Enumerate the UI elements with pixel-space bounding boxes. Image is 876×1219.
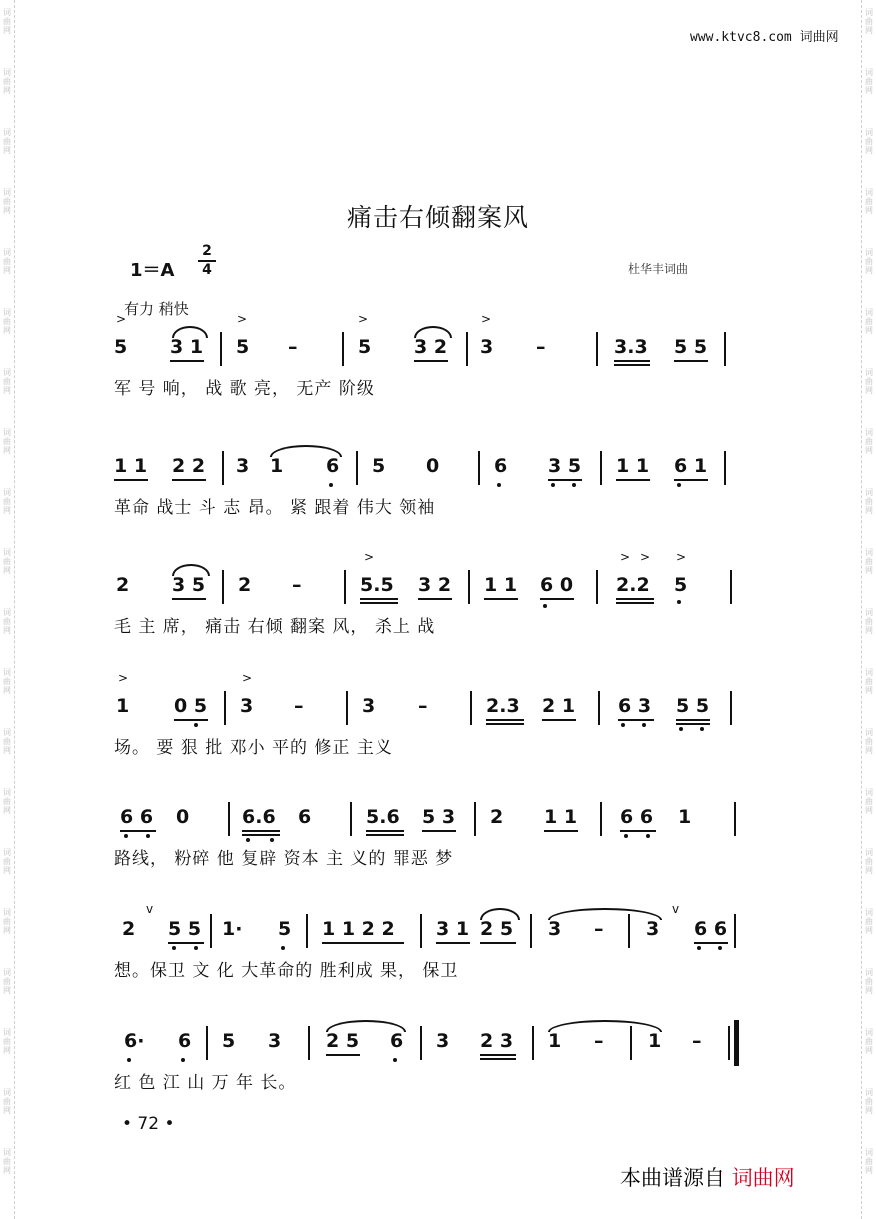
watermark-text: 词 曲 网 [865, 68, 873, 95]
barline [724, 451, 726, 485]
watermark-text: 词 曲 网 [865, 668, 873, 695]
barline [344, 570, 346, 604]
barline [734, 914, 736, 948]
watermark-text: 词 曲 网 [3, 368, 11, 395]
beam [480, 942, 516, 944]
time-signature-top: 2 [202, 243, 212, 259]
note: 6.6 [242, 806, 276, 828]
barline [308, 1026, 310, 1060]
barline [628, 914, 630, 948]
beam [422, 830, 456, 832]
barline [468, 570, 470, 604]
note: 6 [390, 1030, 404, 1052]
accent-mark: > [116, 312, 127, 326]
barline [474, 802, 476, 836]
low-octave-dot [621, 723, 625, 727]
beam [620, 830, 656, 832]
lyrics-line: 想。保卫 文 化 大革命的 胜利成 果， 保卫 [114, 961, 459, 981]
note: 5 [114, 336, 128, 358]
accent-mark: > [237, 312, 248, 326]
note: – [288, 336, 298, 358]
watermark-text: 词 曲 网 [3, 188, 11, 215]
accent-mark: > [358, 312, 369, 326]
barline [222, 570, 224, 604]
note: 3 1 [436, 918, 470, 940]
lyrics-line: 军 号 响， 战 歌 亮， 无产 阶级 [114, 379, 375, 399]
source-site-link[interactable]: 词曲网 [731, 1166, 795, 1190]
barline [342, 332, 344, 366]
barline [630, 1026, 632, 1060]
note: 3 2 [418, 574, 452, 596]
watermark-text: 词 曲 网 [3, 8, 11, 35]
watermark-text: 词 曲 网 [3, 1148, 11, 1175]
low-octave-dot [146, 834, 150, 838]
note: 1 1 [544, 806, 578, 828]
barline [220, 332, 222, 366]
note: 5 [674, 574, 688, 596]
note: 3 [236, 455, 250, 477]
watermark-text: 词 曲 网 [865, 1088, 873, 1115]
low-octave-dot [646, 834, 650, 838]
website-url: www.ktvc8.com 词曲网 [690, 30, 839, 45]
barline [730, 691, 732, 725]
note: 2 5 [326, 1030, 360, 1052]
note: 5 [278, 918, 292, 940]
barline [346, 691, 348, 725]
note: 2 5 [480, 918, 514, 940]
final-barline [734, 1020, 739, 1066]
lyrics-line: 革命 战士 斗 志 昂。 紧 跟着 伟大 领袖 [114, 498, 436, 518]
low-octave-dot [642, 723, 646, 727]
note: 2.3 [486, 695, 520, 717]
note: 6 1 [674, 455, 708, 477]
watermark-text: 词 曲 网 [3, 1028, 11, 1055]
slur [548, 1020, 662, 1032]
accent-mark: > [364, 550, 375, 564]
watermark-text: 词 曲 网 [865, 848, 873, 875]
watermark-text: 词 曲 网 [3, 548, 11, 575]
beam [418, 598, 452, 600]
beam [414, 360, 448, 362]
note: 5 5 [674, 336, 708, 358]
note: 2 [122, 918, 136, 940]
note: 5 5 [676, 695, 710, 717]
beam [172, 598, 206, 600]
barline [478, 451, 480, 485]
beam [120, 830, 156, 832]
note: 2 [238, 574, 252, 596]
beam [436, 942, 470, 944]
note: 3 [240, 695, 254, 717]
barline [420, 1026, 422, 1060]
note: 5 [358, 336, 372, 358]
source-prefix: 本曲谱源自 [620, 1166, 725, 1190]
beam [366, 830, 404, 832]
note: 3 5 [548, 455, 582, 477]
note: 6 0 [540, 574, 574, 596]
time-signature-bottom: 4 [202, 262, 212, 278]
beam [676, 719, 710, 721]
watermark-text: 词 曲 网 [865, 248, 873, 275]
low-octave-dot [281, 946, 285, 950]
low-octave-dot [679, 727, 683, 731]
note: 6 3 [618, 695, 652, 717]
beam [174, 719, 208, 721]
beam [242, 830, 280, 832]
beam [614, 360, 650, 362]
note: 6 6 [694, 918, 728, 940]
note: 5 [236, 336, 250, 358]
barline [598, 691, 600, 725]
beam [486, 723, 524, 725]
low-octave-dot [270, 838, 274, 842]
note: – [692, 1030, 702, 1052]
author-credit: 杜华丰词曲 [628, 262, 689, 276]
barline [734, 802, 736, 836]
barline [420, 914, 422, 948]
note: 3 [480, 336, 494, 358]
note: 1 [548, 1030, 562, 1052]
low-octave-dot [700, 727, 704, 731]
note: 6 [298, 806, 312, 828]
tempo-marking: 有力 稍快 [124, 300, 189, 318]
watermark-text: 词 曲 网 [865, 908, 873, 935]
note: 6· [124, 1030, 145, 1052]
beam [548, 479, 582, 481]
watermark-text: 词 曲 网 [865, 428, 873, 455]
note: 3 [268, 1030, 282, 1052]
beam [674, 360, 708, 362]
note: 6 [326, 455, 340, 477]
barline [350, 802, 352, 836]
watermark-text: 词 曲 网 [3, 308, 11, 335]
barline [596, 570, 598, 604]
note: 2 1 [542, 695, 576, 717]
barline [600, 802, 602, 836]
low-octave-dot [329, 483, 333, 487]
note: 1· [222, 918, 243, 940]
note: 1 [678, 806, 692, 828]
note: 2 [116, 574, 130, 596]
barline [466, 332, 468, 366]
note: 5 3 [422, 806, 456, 828]
beam [616, 602, 654, 604]
note: 5 [222, 1030, 236, 1052]
barline [306, 914, 308, 948]
watermark-text: 词 曲 网 [3, 728, 11, 755]
beam [540, 598, 574, 600]
watermark-text: 词 曲 网 [865, 488, 873, 515]
accent-mark: > [676, 550, 687, 564]
low-octave-dot [393, 1058, 397, 1062]
beam [614, 364, 650, 366]
note: 2 2 [172, 455, 206, 477]
low-octave-dot [543, 604, 547, 608]
low-octave-dot [194, 946, 198, 950]
note: 3 2 [414, 336, 448, 358]
beam [480, 1058, 516, 1060]
note: 6 [178, 1030, 192, 1052]
barline [596, 332, 598, 366]
watermark-text: 词 曲 网 [865, 968, 873, 995]
beam [674, 479, 708, 481]
low-octave-dot [677, 483, 681, 487]
beam [694, 942, 728, 944]
left-watermark-strip [0, 0, 15, 1219]
note: 2 3 [480, 1030, 514, 1052]
watermark-text: 词 曲 网 [3, 968, 11, 995]
lyrics-line: 场。 要 狠 批 邓小 平的 修正 主义 [114, 738, 393, 758]
note: 1 1 2 2 [322, 918, 395, 940]
barline [600, 451, 602, 485]
watermark-text: 词 曲 网 [3, 428, 11, 455]
barline [728, 1026, 730, 1060]
watermark-text: 词 曲 网 [3, 608, 11, 635]
note: – [292, 574, 302, 596]
beam [366, 834, 404, 836]
note: 1 [116, 695, 130, 717]
beam [322, 942, 404, 944]
watermark-text: 词 曲 网 [3, 248, 11, 275]
note: 0 5 [174, 695, 208, 717]
low-octave-dot [127, 1058, 131, 1062]
watermark-text: 词 曲 网 [865, 1028, 873, 1055]
note: – [594, 1030, 604, 1052]
note: 5 [372, 455, 386, 477]
lyrics-line: 路线， 粉碎 他 复辟 资本 主 义的 罪恶 梦 [114, 849, 454, 869]
beam [618, 719, 654, 721]
note: 1 1 [616, 455, 650, 477]
barline [222, 451, 224, 485]
beam [544, 830, 578, 832]
beam [676, 723, 710, 725]
watermark-text: 词 曲 网 [865, 128, 873, 155]
accent-mark: > [640, 550, 651, 564]
note: 2 [490, 806, 504, 828]
beam [172, 479, 206, 481]
note: 6 6 [120, 806, 154, 828]
note: 0 [176, 806, 190, 828]
breath-mark: v [146, 902, 154, 916]
watermark-text: 词 曲 网 [865, 788, 873, 815]
beam [242, 834, 280, 836]
note: 3 1 [170, 336, 204, 358]
key-signature: 1＝A [130, 260, 175, 281]
watermark-text: 词 曲 网 [3, 128, 11, 155]
watermark-text: 词 曲 网 [3, 788, 11, 815]
note: 3 5 [172, 574, 206, 596]
barline [210, 914, 212, 948]
low-octave-dot [624, 834, 628, 838]
low-octave-dot [181, 1058, 185, 1062]
beam [326, 1054, 360, 1056]
beam [168, 942, 204, 944]
barline [224, 691, 226, 725]
barline [532, 1026, 534, 1060]
note: 3 [436, 1030, 450, 1052]
watermark-text: 词 曲 网 [865, 728, 873, 755]
beam [114, 479, 148, 481]
barline [356, 451, 358, 485]
low-octave-dot [718, 946, 722, 950]
page-number: • 72 • [122, 1114, 175, 1134]
note: 3.3 [614, 336, 648, 358]
beam [616, 479, 650, 481]
low-octave-dot [124, 834, 128, 838]
beam [484, 598, 518, 600]
lyrics-line: 毛 主 席， 痛击 右倾 翻案 风， 杀上 战 [114, 617, 436, 637]
barline [724, 332, 726, 366]
watermark-text: 词 曲 网 [3, 488, 11, 515]
note: – [418, 695, 428, 717]
beam [360, 602, 398, 604]
note: – [594, 918, 604, 940]
low-octave-dot [246, 838, 250, 842]
beam [616, 598, 654, 600]
source-credit [620, 1162, 795, 1192]
note: 1 1 [484, 574, 518, 596]
low-octave-dot [551, 483, 555, 487]
low-octave-dot [497, 483, 501, 487]
beam [360, 598, 398, 600]
barline [470, 691, 472, 725]
note: 1 1 [114, 455, 148, 477]
watermark-text: 词 曲 网 [865, 1148, 873, 1175]
note: 5 5 [168, 918, 202, 940]
note: 3 [362, 695, 376, 717]
watermark-text: 词 曲 网 [3, 68, 11, 95]
note: 2.2 [616, 574, 650, 596]
watermark-text: 词 曲 网 [3, 1088, 11, 1115]
note: – [536, 336, 546, 358]
watermark-text: 词 曲 网 [3, 908, 11, 935]
watermark-text: 词 曲 网 [865, 308, 873, 335]
barline [730, 570, 732, 604]
low-octave-dot [194, 723, 198, 727]
accent-mark: > [242, 671, 253, 685]
watermark-text: 词 曲 网 [3, 668, 11, 695]
watermark-text: 词 曲 网 [865, 608, 873, 635]
watermark-text: 词 曲 网 [3, 848, 11, 875]
right-watermark-strip [861, 0, 876, 1219]
lyrics-line: 红 色 江 山 万 年 长。 [114, 1073, 297, 1093]
low-octave-dot [677, 600, 681, 604]
note: 5.6 [366, 806, 400, 828]
beam [486, 719, 524, 721]
beam [480, 1054, 516, 1056]
low-octave-dot [572, 483, 576, 487]
note: 6 6 [620, 806, 654, 828]
watermark-text: 词 曲 网 [865, 188, 873, 215]
note: 0 [426, 455, 440, 477]
time-signature [198, 244, 216, 278]
note: 1 [648, 1030, 662, 1052]
low-octave-dot [172, 946, 176, 950]
note: 1 [270, 455, 284, 477]
watermark-text: 词 曲 网 [865, 368, 873, 395]
barline [228, 802, 230, 836]
song-title: 痛击右倾翻案风 [346, 203, 529, 232]
watermark-text: 词 曲 网 [865, 548, 873, 575]
barline [206, 1026, 208, 1060]
accent-mark: > [118, 671, 129, 685]
beam [542, 719, 576, 721]
note: – [294, 695, 304, 717]
slur [548, 908, 662, 920]
watermark-text: 词 曲 网 [865, 8, 873, 35]
accent-mark: > [481, 312, 492, 326]
low-octave-dot [697, 946, 701, 950]
note: 6 [494, 455, 508, 477]
barline [530, 914, 532, 948]
note: 5.5 [360, 574, 394, 596]
beam [170, 360, 204, 362]
accent-mark: > [620, 550, 631, 564]
note: 3 [548, 918, 562, 940]
note: 3 [646, 918, 660, 940]
breath-mark: v [672, 902, 680, 916]
